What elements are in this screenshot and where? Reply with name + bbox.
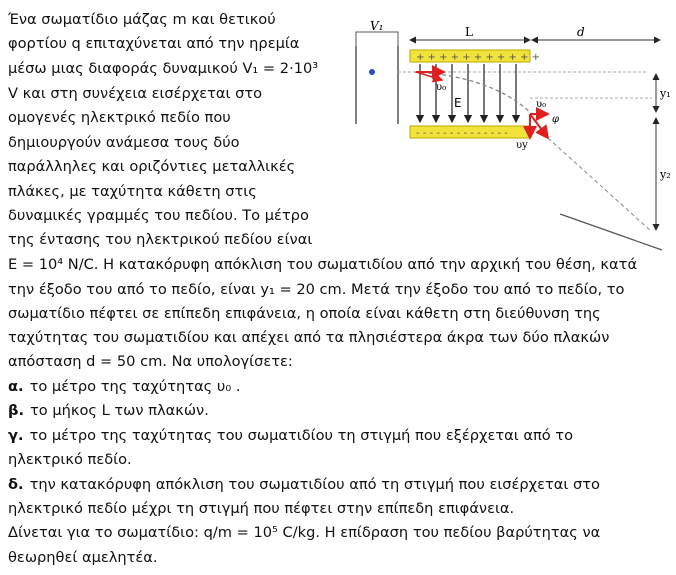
intro-line: φορτίου q επιταχύνεται από την ηρεμία: [8, 35, 300, 52]
question-item: [8, 401, 670, 421]
question-text: το μέτρο της ταχύτητας υ₀ .: [29, 378, 241, 395]
given-line: Δίνεται για το σωματίδιο: q/m = 10⁵ C/kg. Η επίδραση του πεδίου βαρύτητας να: [8, 524, 601, 541]
question-label: β.: [8, 402, 24, 419]
question-label: γ.: [8, 427, 24, 444]
label-d: d: [577, 25, 585, 39]
svg-text:+ + + + + + + + + + +: + + + + + + + + + + +: [416, 52, 540, 63]
question-label: α.: [8, 378, 24, 395]
svg-text:- - - - - - - - - - - - - -: - - - - - - - - - - - - - -: [416, 128, 508, 139]
intro-line: δημιουργούν ανάμεσα τους δύο: [8, 134, 240, 151]
question-text: ηλεκτρικό πεδίο.: [8, 451, 132, 468]
question-item: [8, 377, 670, 397]
trajectory: [414, 72, 532, 114]
intro-line: πλάκες, με ταχύτητα κάθετη στις: [8, 183, 257, 200]
intro-line: V και στη συνέχεια εισέρχεται στο: [8, 85, 263, 102]
label-uy: υy: [516, 140, 528, 151]
post-field-path: [548, 138, 652, 232]
exit-u: [530, 114, 548, 138]
question-text: ηλεκτρικό πεδίο μέχρι τη στιγμή που πέφτει στην επίπεδη επιφάνεια.: [8, 500, 515, 517]
question-label: δ.: [8, 476, 24, 493]
label-E: E: [454, 96, 462, 110]
v1-label: V₁: [370, 19, 384, 33]
given-line: θεωρηθεί αμελητέα.: [8, 549, 158, 566]
intro-line: ομογενές ηλεκτρικό πεδίο που: [8, 109, 231, 126]
screen: [560, 214, 662, 250]
body-line: ταχύτητας του σωματιδίου και απέχει από τα πλησιέστερα άκρα των δύο πλακών: [8, 329, 610, 346]
question-text: το μήκος L των πλακών.: [30, 402, 209, 419]
intro-line: της έντασης του ηλεκτρικού πεδίου είναι: [8, 231, 313, 248]
question-item: [8, 450, 670, 470]
label-u0-start: υ₀: [436, 82, 447, 93]
particle: [369, 69, 375, 75]
question-item: [8, 426, 670, 446]
field-diagram: [352, 14, 672, 262]
intro-line: μέσω μιας διαφοράς δυναμικού V₁ = 2·10³: [8, 60, 319, 77]
label-y1: y₁: [660, 87, 671, 100]
body-line: σωματίδιο πέφτει σε επίπεδη επιφάνεια, η οποία είναι κάθετη στη διεύθυνση της: [8, 305, 601, 322]
question-text: την κατακόρυφη απόκλιση του σωματιδίου από τη στιγμή που εισέρχεται στο: [29, 476, 600, 493]
question-text: το μέτρο της ταχύτητας του σωματιδίου τη στιγμή που εξέρχεται από το: [29, 427, 574, 444]
body-line: την έξοδο του από το πεδίο, είναι y₁ = 20 cm. Μετά την έξοδο του από το πεδίο, το: [8, 281, 625, 298]
label-y2: y₂: [660, 168, 671, 181]
label-ux: υ₀: [536, 99, 547, 110]
intro-line: παράλληλες και οριζόντιες μεταλλικές: [8, 158, 296, 175]
intro-line: Ένα σωματίδιο μάζας m και θετικού: [8, 11, 276, 28]
question-item: [8, 499, 670, 519]
label-phi: φ: [552, 114, 560, 125]
body-line: Ε = 10⁴ N/C. Η κατακόρυφη απόκλιση του σωματιδίου από την αρχική του θέση, κατά: [8, 256, 638, 273]
label-L: L: [465, 25, 473, 39]
body-line: απόσταση d = 50 cm. Να υπολογίσετε:: [8, 353, 293, 370]
intro-line: δυναμικές γραμμές του πεδίου. Το μέτρο: [8, 207, 309, 224]
v1-bracket: [356, 32, 398, 46]
question-item: [8, 475, 670, 495]
